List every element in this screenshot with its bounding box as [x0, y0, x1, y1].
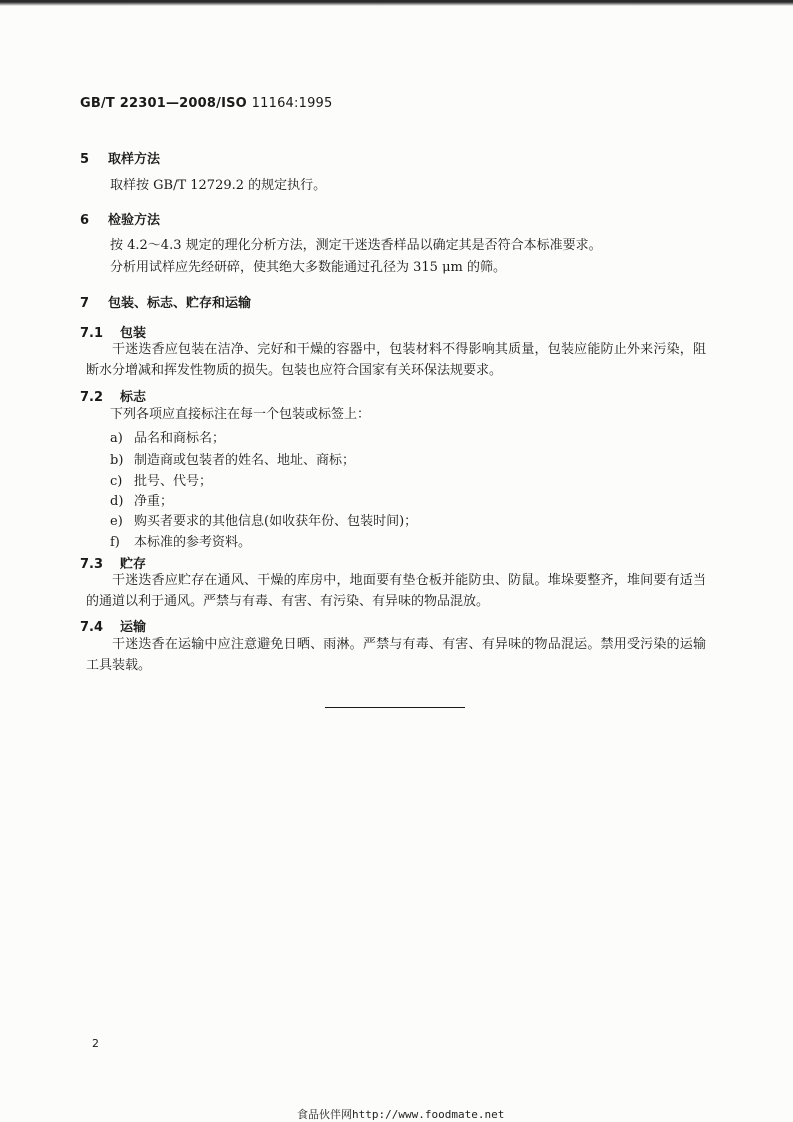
section-number: 7.2 [80, 390, 104, 405]
end-rule [325, 707, 465, 708]
list-marker: a) [110, 431, 123, 446]
list-item [110, 470, 212, 489]
section-7-4-text: 干迷迭香在运输中应注意避免日晒、雨淋。严禁与有毒、有害、有异味的物品混运。禁用受污染的运输工具装载。 [86, 637, 706, 673]
list-item [110, 510, 417, 529]
section-7-4-heading [80, 616, 146, 635]
section-7-2-heading [80, 386, 146, 405]
page-number: 2 [92, 1037, 99, 1050]
list-marker: d) [110, 494, 124, 509]
section-number: 7 [80, 296, 90, 311]
section-6-line-1: 按 4.2～4.3 规定的理化分析方法，测定干迷迭香样品以确定其是否符合本标准要求。 [110, 238, 602, 253]
list-marker: c) [110, 474, 123, 489]
section-title: 标志 [120, 390, 147, 405]
section-7-heading [80, 292, 251, 311]
list-item [110, 490, 173, 509]
section-number: 7.1 [80, 326, 104, 341]
section-title: 运输 [120, 620, 147, 635]
list-text: 制造商或包装者的姓名、地址、商标； [134, 453, 356, 468]
section-7-1-text: 干迷迭香应包装在洁净、完好和干燥的容器中，包装材料不得影响其质量，包装应能防止外来污染，阻断水分增减和挥发性物质的损失。包装也应符合国家有关环保法规要求。 [86, 342, 706, 378]
section-5-heading [80, 148, 160, 167]
section-title: 包装、标志、贮存和运输 [108, 296, 252, 311]
section-title: 贮存 [120, 557, 147, 572]
section-5-text: 取样按 GB/T 12729.2 的规定执行。 [110, 178, 327, 193]
section-number: 7.3 [80, 557, 104, 572]
list-item [110, 449, 355, 468]
section-6-line-2: 分析用试样应先经研碎，使其绝大多数能通过孔径为 315 μm 的筛。 [110, 260, 506, 275]
section-6-heading [80, 209, 160, 228]
section-number: 7.4 [80, 620, 104, 635]
section-7-2-intro: 下列各项应直接标注在每一个包装或标签上： [110, 407, 371, 422]
list-marker: b) [110, 453, 124, 468]
header-iso: 11164:1995 [251, 96, 333, 111]
list-item [110, 531, 251, 550]
document-header [80, 96, 333, 111]
section-title: 检验方法 [108, 213, 161, 228]
list-marker: e) [110, 514, 123, 529]
header-standard: GB/T 22301—2008/ISO [80, 96, 247, 111]
section-7-3-text: 干迷迭香应贮存在通风、干燥的库房中，地面要有垫仓板并能防虫、防鼠。堆垛要整齐，堆间要有适当的通道以利于通风。严禁与有毒、有害、有污染、有异味的物品混放。 [86, 573, 706, 609]
scan-edge [0, 0, 793, 6]
section-title: 包装 [120, 326, 147, 341]
list-text: 本标准的参考资料。 [134, 535, 252, 550]
list-text: 净重； [134, 494, 174, 509]
list-text: 批号、代号； [134, 474, 213, 489]
list-marker: f) [110, 535, 120, 550]
list-text: 品名和商标名； [134, 431, 226, 446]
list-item [110, 427, 225, 446]
section-title: 取样方法 [108, 152, 161, 167]
watermark-text: 食品伙伴网http://www.foodmate.net [297, 1108, 505, 1121]
section-number: 5 [80, 152, 90, 167]
list-text: 购买者要求的其他信息(如收获年份、包装时间)； [134, 514, 418, 529]
section-number: 6 [80, 213, 90, 228]
